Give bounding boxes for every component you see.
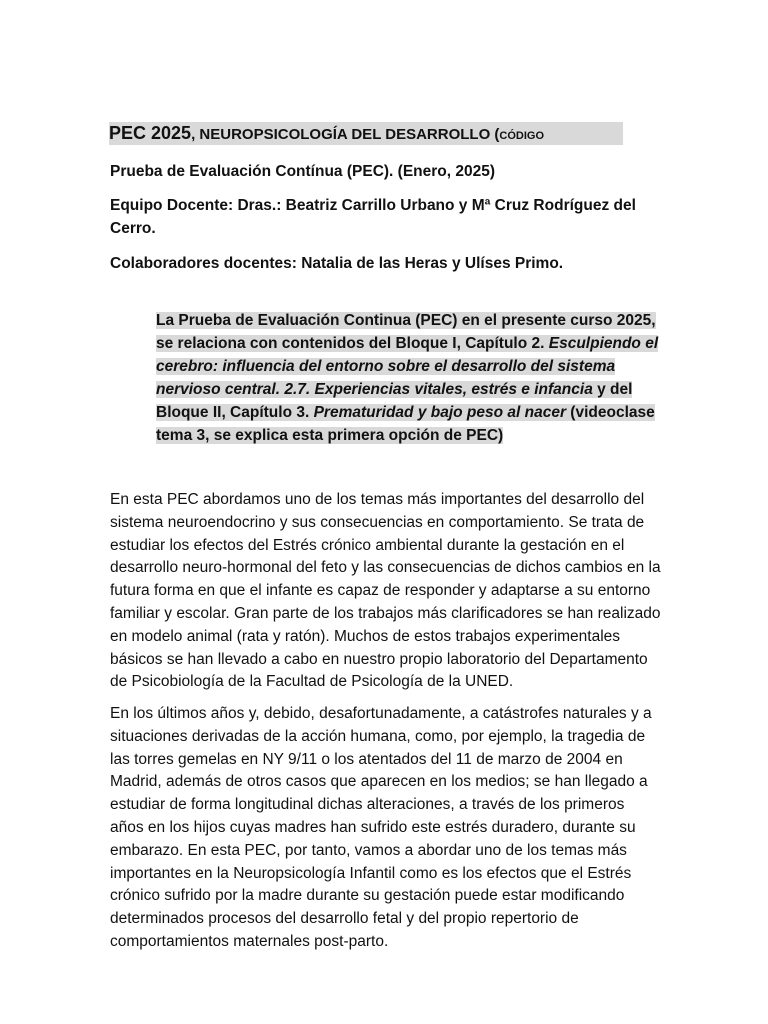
body-paragraph-1: En esta PEC abordamos uno de los temas más importantes del desarrollo del sistema neuroendocrino y sus consecuencias en comportamiento. Se trata de estudiar los efectos del Estrés crónico ambiental durante la gestación en el desarrollo neuro-hormonal del feto y las consecuencias de dichos cambios en la futura forma en que el infante es capaz de responder y adaptarse a su entorno familiar y escolar. Gran parte de los trabajos más clarificadores se han realizado en modelo animal (rata y ratón). Muchos de estos trabajos experimentales básicos se han llevado a cabo en nuestro propio laboratorio del Departamento de Psicobiología de la Facultad de Psicología de la UNED. (110, 491, 661, 691)
document-title (109, 122, 623, 145)
title-tag: CÓDIGO (499, 130, 545, 142)
team-line: Equipo Docente: Dras.: Beatriz Carrillo Urbano y Mª Cruz Rodríguez del Cerro. (110, 197, 636, 237)
test-line: Prueba de Evaluación Contínua (PEC). (Enero, 2025) (110, 163, 496, 180)
collaborators-line: Colaboradores docentes: Natalia de las Heras y Ulíses Primo. (110, 255, 564, 272)
highlight-box (156, 309, 661, 447)
title-code: PEC 2025 (109, 123, 192, 143)
box-part-3: (videoclase tema 3, se explica esta primera opción de PEC) (156, 404, 655, 444)
box-italic-1: Esculpiendo el cerebro: influencia del entorno sobre el desarrollo del sistema nervioso central. 2.7. Experiencias vitales, estrés e infancia (156, 335, 659, 398)
box-part-2: y del Bloque II, Capítulo 3. (156, 381, 633, 421)
title-subject: , NEUROPSICOLOGÍA DEL DESARROLLO ( (191, 126, 500, 143)
box-italic-2: Prematuridad y bajo peso al nacer (313, 404, 566, 421)
highlight-text (156, 312, 658, 444)
body-paragraph-2: En los últimos años y, debido, desafortunadamente, a catástrofes naturales y a situaciones derivadas de la acción humana, como, por ejemplo, la tragedia de las torres gemelas en NY 9/11 o los atentados del 11 de marzo de 2004 en Madrid, además de otros casos que aparecen en los medios; se han llegado a estudiar de forma longitudinal dichas alteraciones, a través de los primeros años en los hijos cuyas madres han sufrido este estrés duradero, durante su embarazo. En esta PEC, por tanto, vamos a abordar uno de los temas más importantes en la Neuropsicología Infantil como es los efectos que el Estrés crónico sufrido por la madre durante su gestación puede estar modificando determinados procesos del desarrollo fetal y del propio repertorio de comportamientos maternales post-parto. (110, 705, 652, 950)
box-part-1: La Prueba de Evaluación Continua (PEC) en el presente curso 2025, se relaciona con contenidos del Bloque I, Capítulo 2. (156, 312, 656, 352)
